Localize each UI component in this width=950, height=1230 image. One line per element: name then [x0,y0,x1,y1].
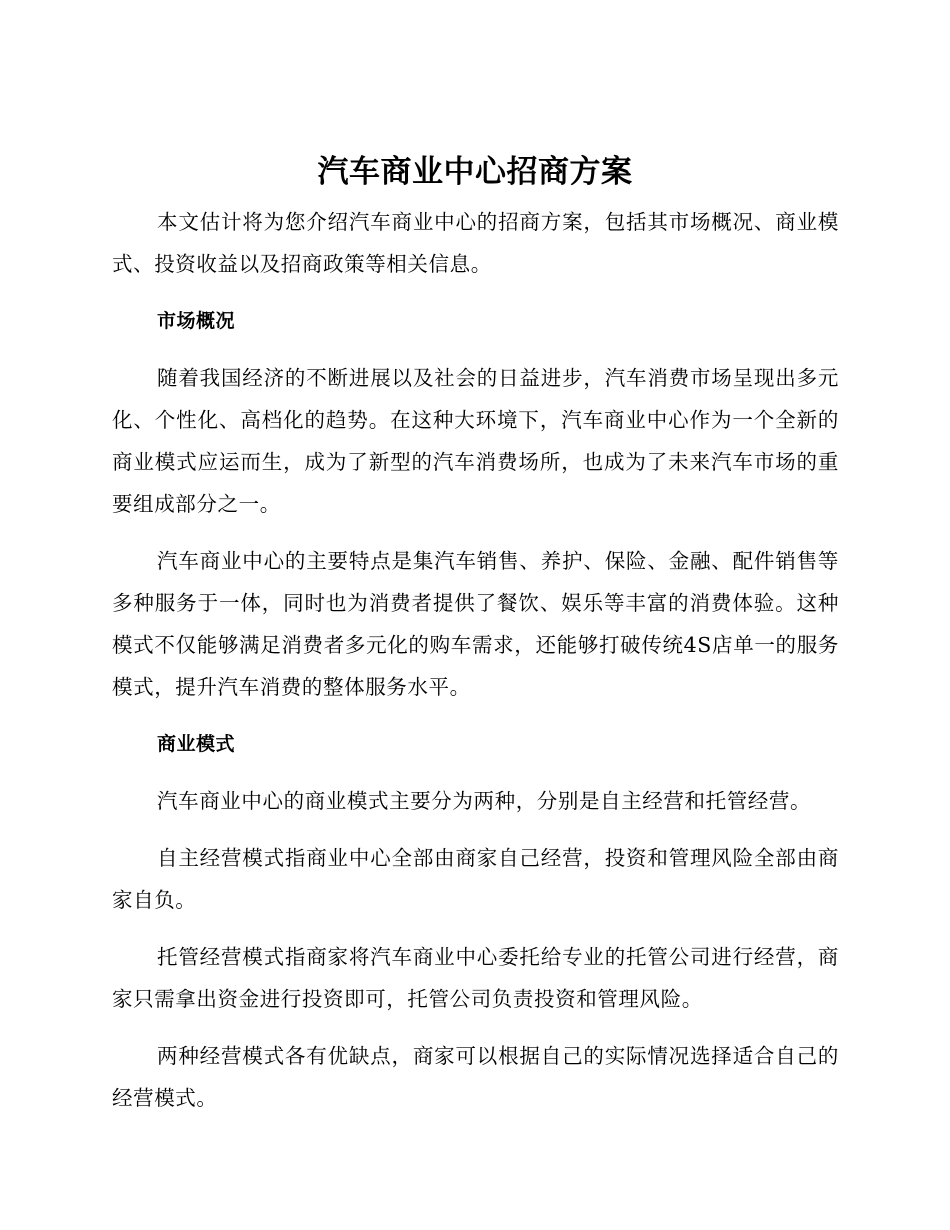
business-model-paragraph-2: 自主经营模式指商业中心全部由商家自己经营，投资和管理风险全部由商家自负。 [112,846,839,912]
business-model-paragraph-4: 两种经营模式各有优缺点，商家可以根据自己的实际情况选择适合自己的经营模式。 [112,1044,839,1110]
section-heading-business-model: 商业模式 [157,733,236,755]
section-heading-market-overview: 市场概况 [157,310,236,332]
document-body [112,201,839,1134]
document-title: 汽车商业中心招商方案 [317,154,633,190]
business-model-paragraph-1: 汽车商业中心的商业模式主要分为两种，分别是自主经营和托管经营。 [157,789,812,813]
business-model-paragraph-3: 托管经营模式指商家将汽车商业中心委托给专业的托管公司进行经营，商家只需拿出资金进行投资即可，托管公司负责投资和管理风险。 [112,945,839,1011]
market-overview-paragraph-1: 随着我国经济的不断进展以及社会的日益进步，汽车消费市场呈现出多元化、个性化、高档化的趋势。在这种大环境下，汽车商业中心作为一个全新的商业模式应运而生，成为了新型的汽车消费场所，也成为了未来汽车市场的重要组成部分之一。 [112,366,839,516]
market-overview-paragraph-2: 汽车商业中心的主要特点是集汽车销售、养护、保险、金融、配件销售等多种服务于一体，同时也为消费者提供了餐饮、娱乐等丰富的消费体验。这种模式不仅能够满足消费者多元化的购车需求，还能够打破传统4S店单一的服务模式，提升汽车消费的整体服务水平。 [112,549,839,699]
intro-paragraph: 本文估计将为您介绍汽车商业中心的招商方案，包括其市场概况、商业模式、投资收益以及招商政策等相关信息。 [112,210,839,276]
